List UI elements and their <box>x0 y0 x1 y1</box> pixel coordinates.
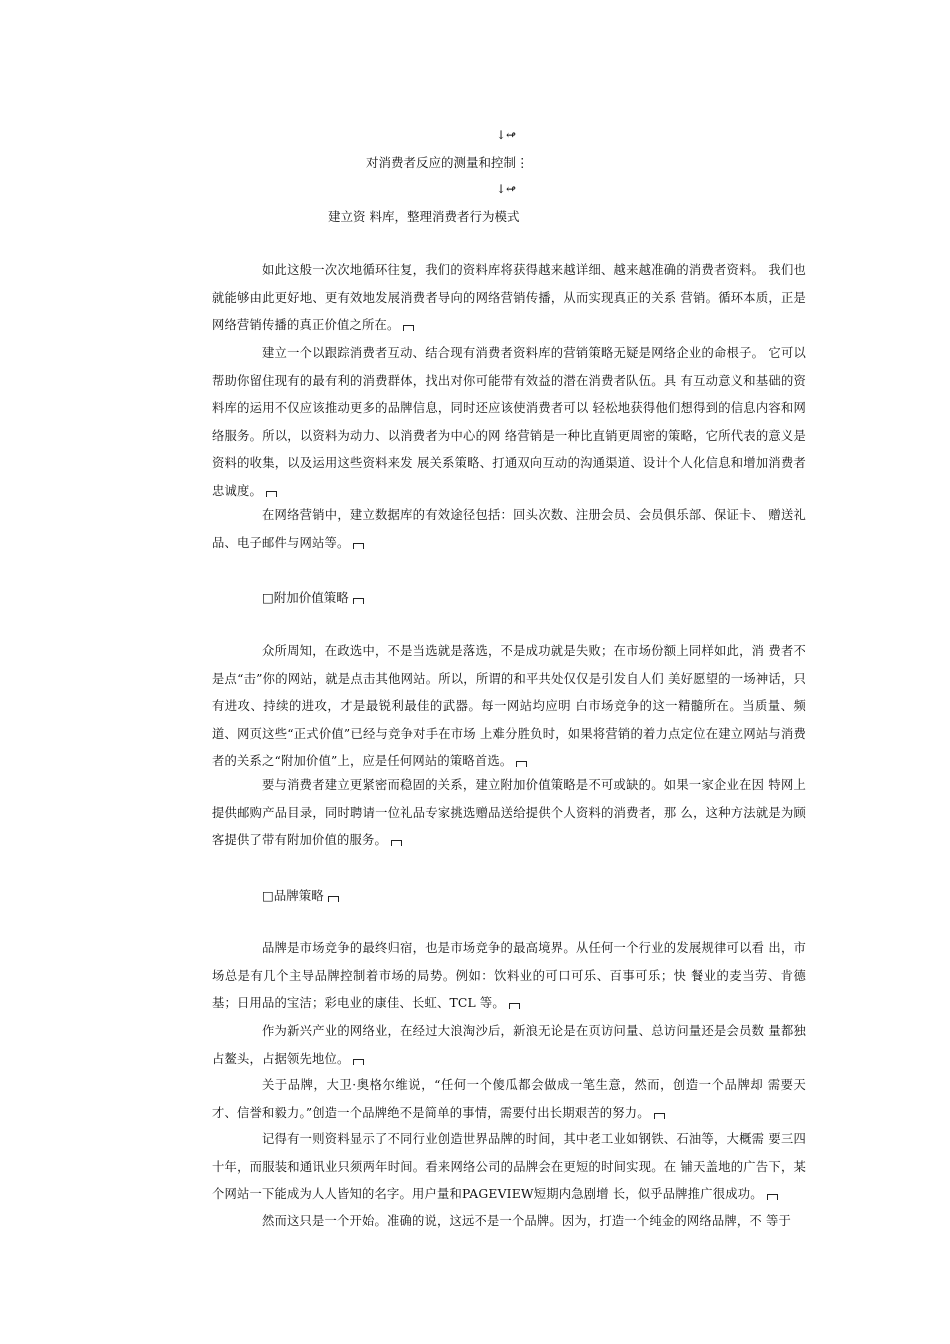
paragraph-1-text: 如此这般一次次地循环往复，我们的资料库将获得越来越详细、越来越准确的消费者资料。 我们也就能够由此更好地、更有效地发展消费者导向的网络营销传播，从而实现真正的关系 营销。循环本质，正是网络营销传播的真正价值之所在。 <box>212 263 806 333</box>
paragraph-7 <box>212 1018 806 1073</box>
flow-step-build-database: 建立资 料库，整理消费者行为模式 <box>328 209 520 224</box>
heading-brand-strategy <box>262 888 339 904</box>
flow-step-measure-control: 对消费者反应的测量和控制⋮ <box>366 155 529 170</box>
paragraph-10-text: 然而这只是一个开始。准确的说，这远不是一个品牌。因为，打造一个纯金的网络品牌，不 等于 <box>262 1214 791 1228</box>
paragraph-3 <box>212 502 806 557</box>
paragraph-1 <box>212 257 806 340</box>
paragraph-mark-icon <box>353 598 364 604</box>
paragraph-6-text: 品牌是市场竞争的最终归宿，也是市场竞争的最高境界。从任何一个行业的发展规律可以看 出，市场总是有几个主导品牌控制着市场的局势。例如：饮料业的可口可乐、百事可乐；快 餐业的麦当劳、肯德基；日用品的宝洁；彩电业的康佳、长虹、TCL 等。 <box>212 941 806 1011</box>
paragraph-8 <box>212 1072 806 1127</box>
paragraph-2-text: 建立一个以跟踪消费者互动、结合现有消费者资料库的营销策略无疑是网络企业的命根子。 它可以帮助你留住现有的最有利的消费群体，找出对你可能带有效益的潜在消费者队伍。具 有互动意义和基础的资料库的运用不仅应该推动更多的品牌信息，同时还应该使消费者可以 轻松地获得他们想得到的信息内容和网络服务。所以，以资料为动力、以消费者为中心的网 络营销是一种比直销更周密的策略，它所代表的意义是资料的收集，以及运用这些资料来发 展关系策略、打通双向互动的沟通渠道、设计个人化信息和增加消费者忠诚度。 <box>212 346 806 498</box>
paragraph-mark-icon <box>509 1003 520 1009</box>
paragraph-mark-icon <box>516 761 527 767</box>
paragraph-4 <box>212 638 806 776</box>
paragraph-mark-icon <box>353 543 364 549</box>
paragraph-5 <box>212 772 806 855</box>
paragraph-9-text: 记得有一则资料显示了不同行业创造世界品牌的时间，其中老工业如钢铁、石油等，大概需 要三四十年，而服装和通讯业只须两年时间。看来网络公司的品牌会在更短的时间实现。在 铺天盖地的广告下，某个网站一下能成为人人皆知的名字。用户量和PAGEVIEW短期内急剧增 长，似乎品牌推广很成功。 <box>212 1132 806 1202</box>
paragraph-4-text: 众所周知，在政选中，不是当选就是落选，不是成功就是失败；在市场份额上同样如此，消 费者不是点“击”你的网站，就是点击其他网站。所以，所谓的和平共处仅仅是引发自人们 美好愿望的一场神话，只有进攻、持续的进攻，才是最锐利最佳的武器。每一网站均应明 白市场竞争的这一精髓所在。当质量、频道、网页这些“正式价值”已经与竞争对手在市场 上难分胜负时，如果将营销的着力点定位在建立网站与消费者的关系之“附加价值”上，应是任何网站的策略首选。 <box>212 644 806 769</box>
paragraph-mark-icon <box>328 896 339 902</box>
paragraph-5-text: 要与消费者建立更紧密而稳固的关系，建立附加价值策略是不可或缺的。如果一家企业在因 特网上提供邮购产品目录，同时聘请一位礼品专家挑选赠品送给提供个人资料的消费者，那 么，这种方法就是为顾客提供了带有附加价值的服务。 <box>212 778 806 848</box>
flow-arrow-1: ↓↫ <box>496 128 517 142</box>
paragraph-10 <box>212 1208 806 1236</box>
paragraph-8-text: 关于品牌，大卫·奥格尔维说，“任何一个傻瓜都会做成一笔生意，然而，创造一个品牌却 需要天才、信誉和毅力。”创造一个品牌绝不是简单的事情，需要付出长期艰苦的努力。 <box>212 1078 806 1120</box>
heading-added-value-text: □附加价值策略 <box>262 590 349 605</box>
paragraph-mark-icon <box>266 491 277 497</box>
paragraph-mark-icon <box>654 1113 665 1119</box>
paragraph-7-text: 作为新兴产业的网络业，在经过大浪淘沙后，新浪无论是在页访问量、总访问量还是会员数 量都独占鳌头，占据领先地位。 <box>212 1024 806 1066</box>
paragraph-mark-icon <box>353 1059 364 1065</box>
paragraph-9 <box>212 1126 806 1209</box>
paragraph-mark-icon <box>403 325 414 331</box>
paragraph-3-text: 在网络营销中，建立数据库的有效途径包括：回头次数、注册会员、会员俱乐部、保证卡、 赠送礼品、电子邮件与网站等。 <box>212 508 806 550</box>
paragraph-mark-icon <box>767 1194 778 1200</box>
paragraph-2 <box>212 340 806 506</box>
heading-added-value-strategy <box>262 590 364 606</box>
paragraph-6 <box>212 935 806 1018</box>
heading-brand-text: □品牌策略 <box>262 888 324 903</box>
paragraph-mark-icon <box>391 840 402 846</box>
flow-arrow-2: ↓↫ <box>496 182 517 196</box>
